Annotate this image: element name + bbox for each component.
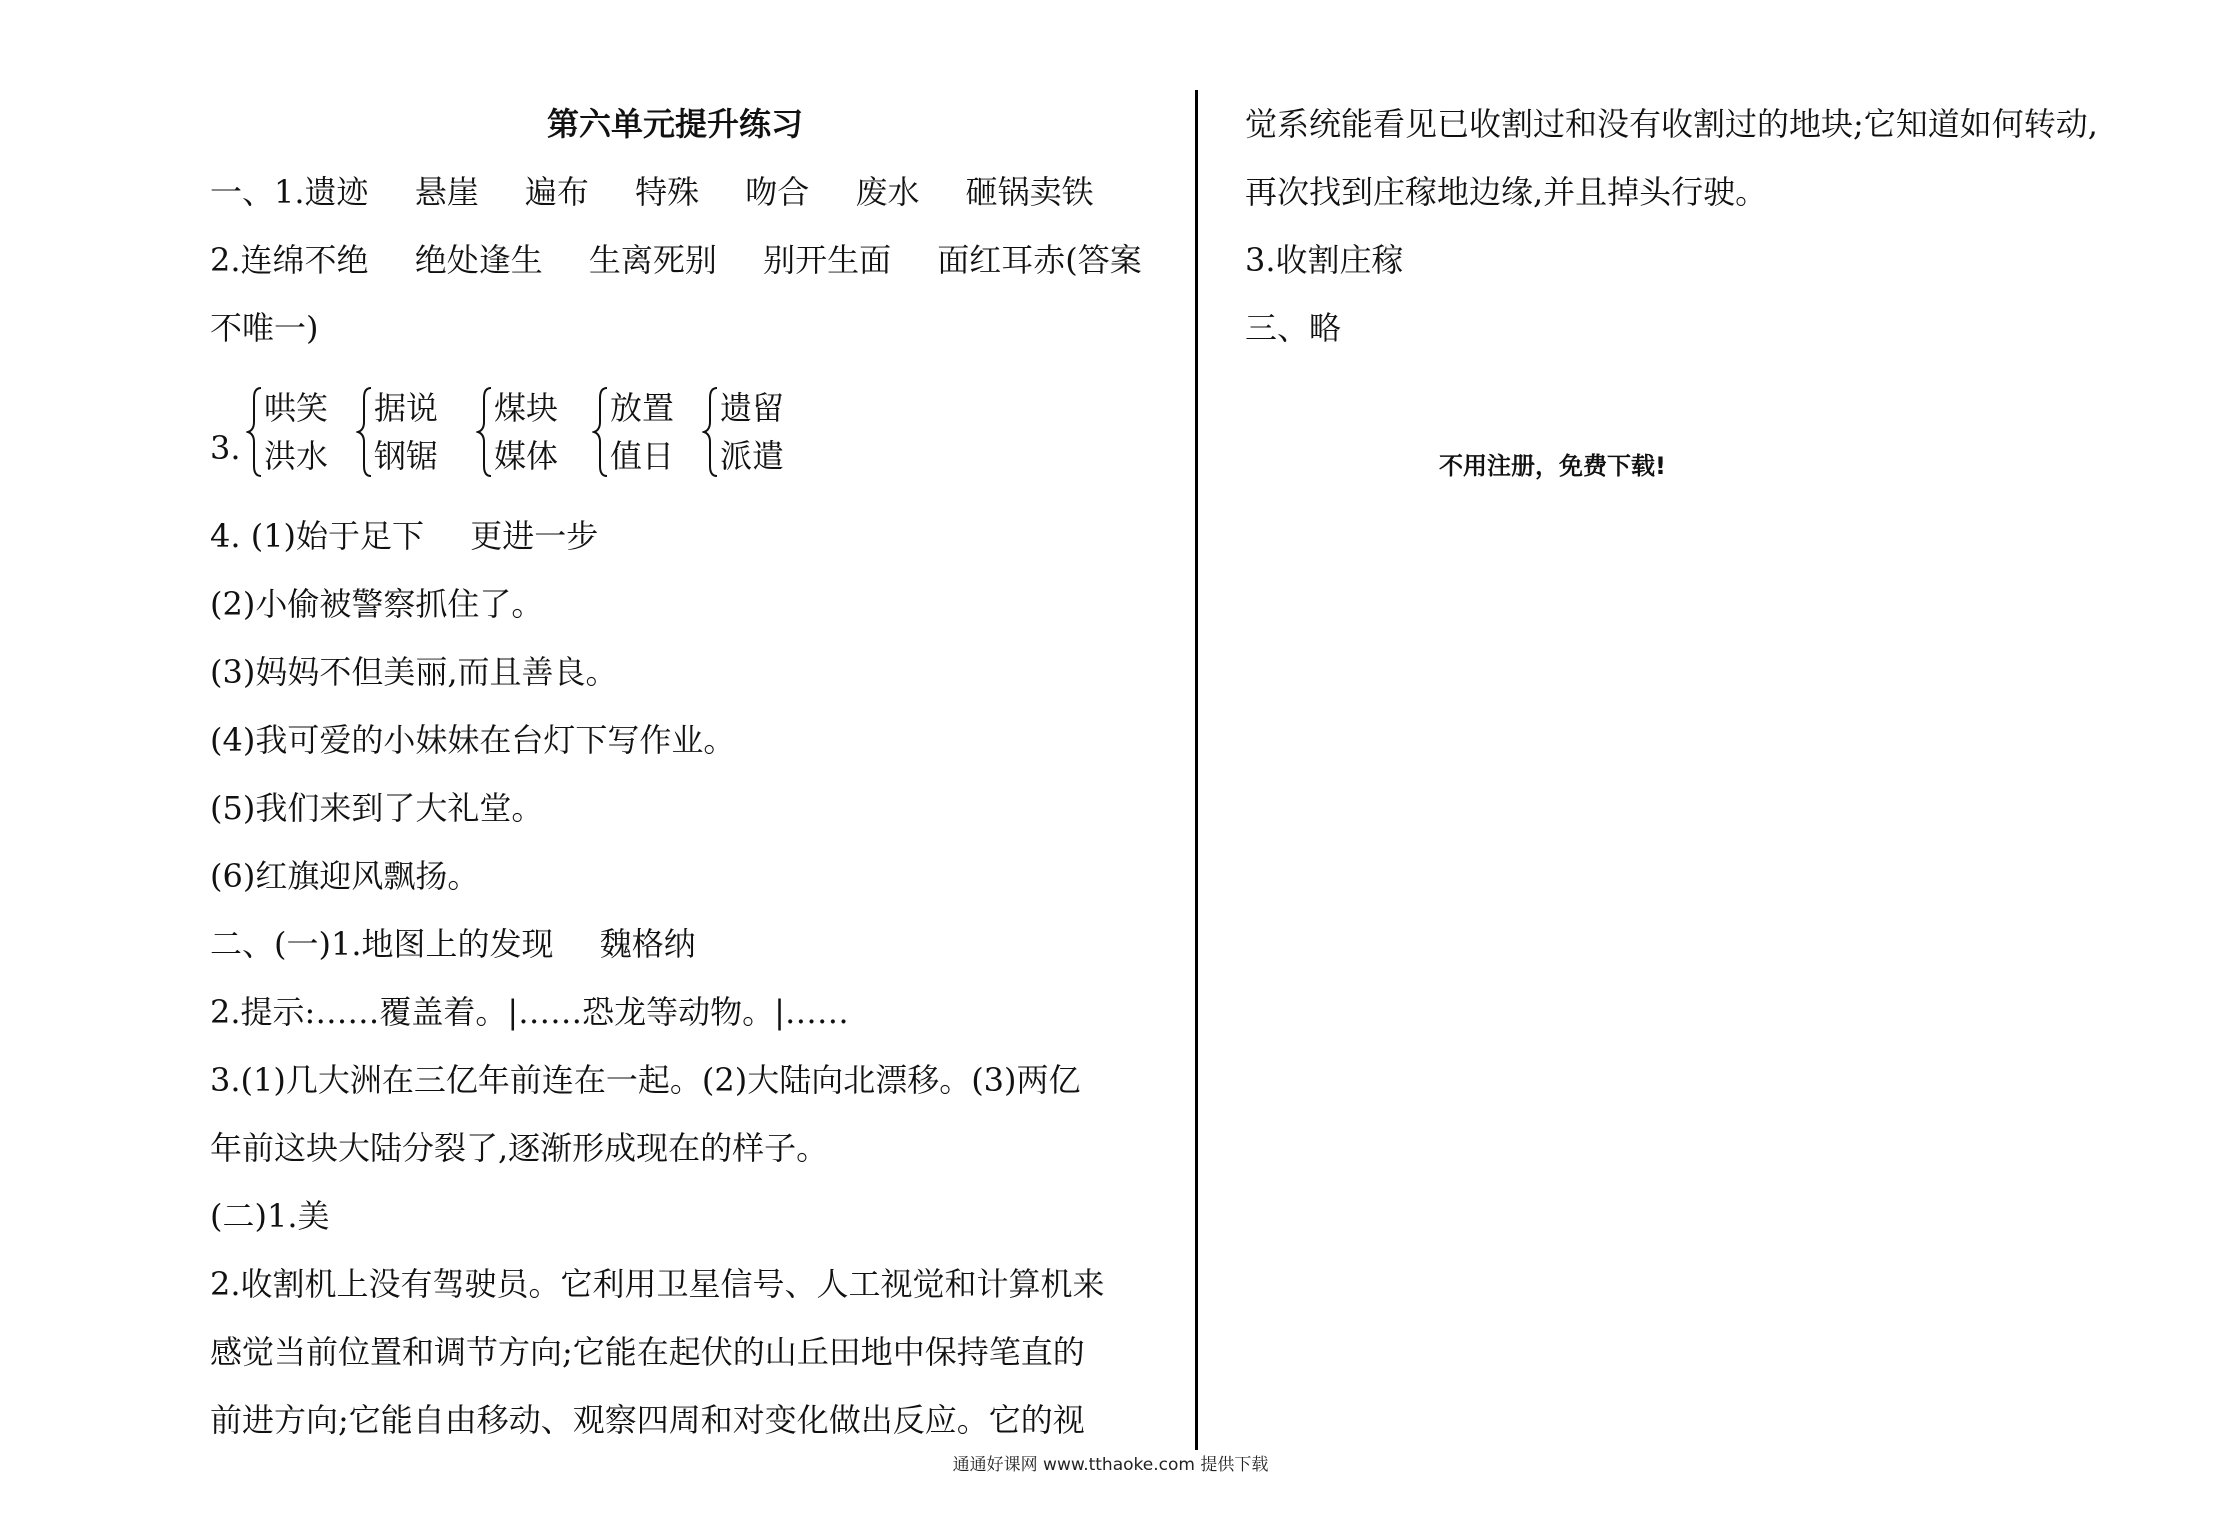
brace-word: 洪水 <box>264 437 329 475</box>
word: 别开生面 <box>763 241 892 279</box>
q4-item: (2)小偷被警察抓住了。 <box>210 585 544 623</box>
brace-word: 派遣 <box>720 437 785 475</box>
word: 2.连绵不绝 <box>210 241 369 279</box>
q3-brace-groups <box>210 384 1110 484</box>
curly-brace-icon <box>246 384 264 480</box>
phrase: 4. (1)始于足下 <box>210 517 425 555</box>
word: 一、1.遗迹 <box>210 173 369 211</box>
word: 废水 <box>855 173 920 211</box>
q4-item: (5)我们来到了大礼堂。 <box>210 789 544 827</box>
word: 遍布 <box>524 173 589 211</box>
phrase: 魏格纳 <box>599 925 696 963</box>
q1-line2 <box>210 236 1142 284</box>
q2-line6: 2.收割机上没有驾驶员。它利用卫星信号、人工视觉和计算机来 <box>210 1265 1105 1303</box>
right-line3: 3.收割庄稼 <box>1245 241 1404 279</box>
q2-line8: 前进方向;它能自由移动、观察四周和对变化做出反应。它的视 <box>210 1401 1085 1439</box>
q4-line1 <box>210 512 598 560</box>
word: 吻合 <box>745 173 810 211</box>
curly-brace-icon <box>356 384 374 480</box>
q1-line3: 不唯一) <box>210 309 319 347</box>
q2-line2: 2.提示:……覆盖着。|……恐龙等动物。|…… <box>210 993 849 1031</box>
q2-line3: 3.(1)几大洲在三亿年前连在一起。(2)大陆向北漂移。(3)两亿 <box>210 1061 1081 1099</box>
word: 悬崖 <box>414 173 479 211</box>
page-title: 第六单元提升练习 <box>546 105 803 143</box>
q2-line1 <box>210 920 696 968</box>
brace-word: 据说 <box>374 389 439 427</box>
brace-word: 遗留 <box>720 389 785 427</box>
phrase: 二、(一)1.地图上的发现 <box>210 925 554 963</box>
footer-text: 通通好课网 www.tthaoke.com 提供下载 <box>952 1455 1269 1475</box>
brace-word: 放置 <box>610 389 675 427</box>
word: 面红耳赤(答案 <box>937 241 1142 279</box>
q3-number: 3. <box>210 429 241 467</box>
phrase: 更进一步 <box>470 517 599 555</box>
download-note: 不用注册，免费下载! <box>1439 452 1666 480</box>
q4-item: (4)我可爱的小妹妹在台灯下写作业。 <box>210 721 736 759</box>
curly-brace-icon <box>476 384 494 480</box>
brace-word: 媒体 <box>494 437 559 475</box>
right-line1: 觉系统能看见已收割过和没有收割过的地块;它知道如何转动, <box>1245 105 2098 143</box>
right-line4: 三、略 <box>1245 309 1342 347</box>
brace-word: 哄笑 <box>264 389 329 427</box>
column-divider <box>1195 90 1198 1450</box>
right-line2: 再次找到庄稼地边缘,并且掉头行驶。 <box>1245 173 1768 211</box>
q2-line5: (二)1.美 <box>210 1197 330 1235</box>
q2-line4: 年前这块大陆分裂了,逐渐形成现在的样子。 <box>210 1129 829 1167</box>
word: 绝处逢生 <box>414 241 543 279</box>
q4-item: (3)妈妈不但美丽,而且善良。 <box>210 653 618 691</box>
q2-line7: 感觉当前位置和调节方向;它能在起伏的山丘田地中保持笔直的 <box>210 1333 1085 1371</box>
curly-brace-icon <box>592 384 610 480</box>
word: 砸锅卖铁 <box>965 173 1094 211</box>
word: 特殊 <box>635 173 700 211</box>
q1-line1 <box>210 168 1094 216</box>
curly-brace-icon <box>702 384 720 480</box>
brace-word: 煤块 <box>494 389 559 427</box>
brace-word: 钢锯 <box>374 437 439 475</box>
q4-item: (6)红旗迎风飘扬。 <box>210 857 480 895</box>
word: 生离死别 <box>588 241 717 279</box>
brace-word: 值日 <box>610 437 675 475</box>
